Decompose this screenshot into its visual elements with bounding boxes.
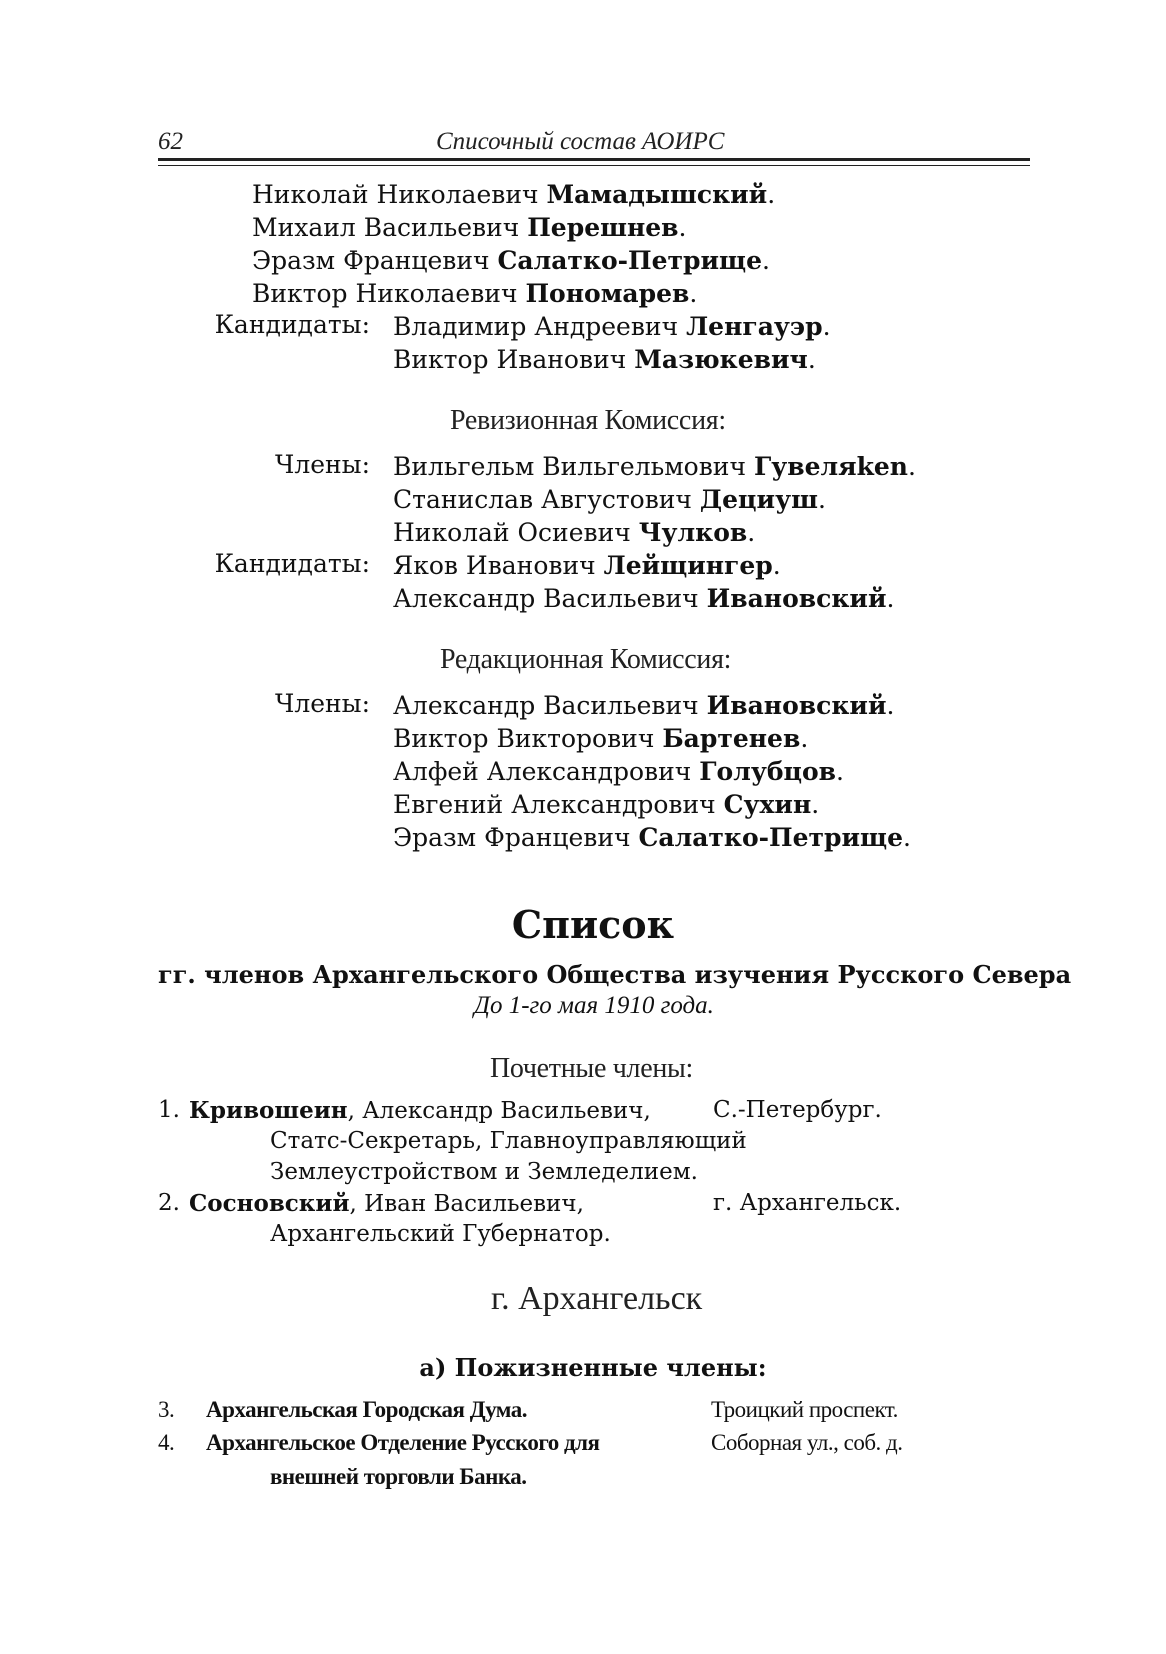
lifetime-item-name: Архангельское Отделение Русского для: [206, 1430, 600, 1455]
honorary-item-place: г. Архангельск.: [713, 1190, 902, 1216]
revision-member: Николай Осиевич Чулков.: [393, 518, 756, 547]
council-member: Михаил Васильевич Перешнев.: [252, 213, 687, 242]
council-candidates-label: Кандидаты:: [214, 310, 370, 339]
honorary-item-number: 1.: [158, 1097, 180, 1123]
editorial-member: Алфей Александрович Голубцов.: [393, 757, 844, 786]
revision-candidates-label: Кандидаты:: [214, 549, 370, 578]
lifetime-item-number: 4.: [158, 1430, 175, 1455]
council-member: Виктор Николаевич Пономарев.: [252, 279, 698, 308]
council-candidate: Виктор Иванович Мазюкевич.: [393, 345, 816, 374]
city-heading: г. Архангельск: [491, 1280, 703, 1317]
revision-member: Вильгельм Вильгельмович Гувеляken.: [393, 452, 916, 481]
council-member: Эразм Францевич Салатко-Петрище.: [252, 246, 770, 275]
lifetime-item-number: 3.: [158, 1397, 175, 1422]
honorary-heading: Почетные члены:: [490, 1053, 694, 1084]
honorary-item-detail: Статс-Секретарь, Главноуправляющий: [270, 1128, 747, 1154]
revision-members-label: Члены:: [275, 450, 370, 479]
header-rule-thin: [158, 165, 1030, 166]
editorial-member: Эразм Францевич Салатко-Петрище.: [393, 823, 911, 852]
running-title: Списочный состав АОИРС: [436, 128, 725, 155]
honorary-item-name: Кривошеин, Александр Васильевич,: [189, 1097, 651, 1124]
list-title: Список: [511, 902, 675, 947]
lifetime-heading: а) Пожизненные члены:: [419, 1353, 767, 1382]
header-rule-thick: [158, 158, 1030, 161]
editorial-members-label: Члены:: [275, 689, 370, 718]
editorial-member: Виктор Викторович Бартенев.: [393, 724, 809, 753]
council-candidate: Владимир Андреевич Ленгауэр.: [393, 312, 831, 341]
list-subtitle: гг. членов Архангельского Общества изучения Русского Севера: [158, 960, 1072, 989]
editorial-member: Евгений Александрович Сухин.: [393, 790, 820, 819]
revision-member: Станислав Августович Дециуш.: [393, 485, 826, 514]
council-member: Николай Николаевич Мамадышский.: [252, 180, 776, 209]
honorary-item-detail: Архангельский Губернатор.: [270, 1221, 611, 1247]
page-number: 62: [158, 128, 183, 155]
list-date: До 1-го мая 1910 года.: [474, 992, 714, 1019]
lifetime-item-name: Архангельская Городская Дума.: [206, 1397, 528, 1422]
honorary-item-number: 2.: [158, 1190, 180, 1216]
editorial-heading: Редакционная Комиссия:: [440, 644, 732, 675]
lifetime-item-address: Троицкий проспект.: [711, 1397, 898, 1422]
editorial-member: Александр Васильевич Ивановский.: [393, 691, 895, 720]
revision-heading: Ревизионная Комиссия:: [450, 405, 726, 436]
revision-candidate: Яков Иванович Лейщингер.: [393, 551, 781, 580]
lifetime-item-address: Соборная ул., соб. д.: [711, 1430, 903, 1455]
revision-candidate: Александр Васильевич Ивановский.: [393, 584, 895, 613]
honorary-item-name: Сосновский, Иван Васильевич,: [189, 1190, 584, 1217]
honorary-item-place: С.-Петербург.: [713, 1097, 882, 1123]
lifetime-item-name-continued: внешней торговли Банка.: [270, 1464, 527, 1489]
honorary-item-detail: Землеустройством и Земледелием.: [270, 1159, 698, 1185]
